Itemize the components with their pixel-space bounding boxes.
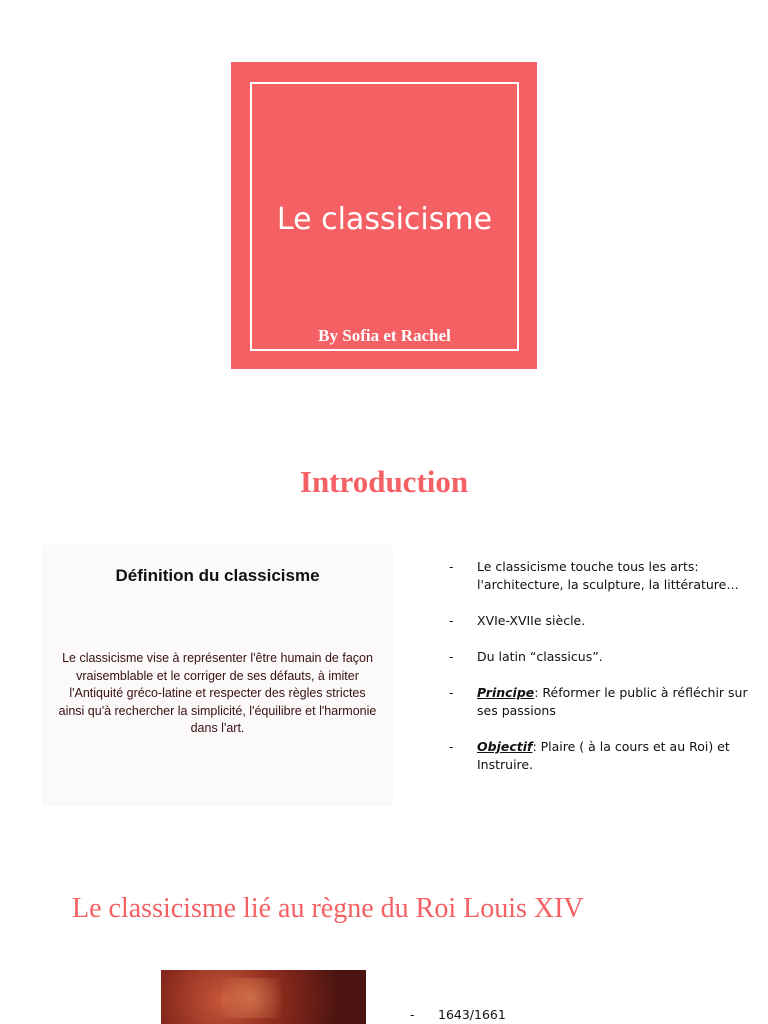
bullet-text: : Réformer le public à réfléchir sur ses passions <box>477 685 748 718</box>
bullet-text: 1643/1661 <box>438 1007 506 1022</box>
introduction-heading: Introduction <box>299 464 469 499</box>
definition-heading: Définition du classicisme <box>115 566 320 585</box>
bullet-text: Le classicisme touche tous les arts: l'architecture, la sculpture, la littérature… <box>477 559 739 592</box>
bullet-dash: - <box>410 1007 415 1022</box>
bullet-label: Principe <box>477 685 535 700</box>
louis-xiv-portrait <box>161 970 366 1024</box>
list-item <box>410 1006 506 1024</box>
introduction-bullet-list <box>449 558 759 792</box>
reign-bullet-list <box>410 1006 506 1024</box>
bullet-dash: - <box>449 559 454 574</box>
bullet-dash: - <box>449 685 454 700</box>
bullet-text: Du latin “classicus”. <box>477 649 603 664</box>
presentation-author: By Sofia et Rachel <box>318 326 451 345</box>
bullet-text: : Plaire ( à la cours et au Roi) et Instruire. <box>477 739 730 772</box>
bullet-dash: - <box>449 613 454 628</box>
bullet-label: Objectif <box>477 739 533 754</box>
definition-text: Le classicisme vise à représenter l'être humain de façon vraisemblable et le corriger de ses défauts, à imiter l'Antiquité gréco-latine et respecter des règles strictes ainsi qu'à rechercher la simplicité, l'équilibre et l'harmonie dans l'art. <box>58 651 377 735</box>
reign-heading: Le classicisme lié au règne du Roi Louis XIV <box>72 893 584 924</box>
list-item <box>449 738 759 774</box>
definition-card <box>42 545 393 806</box>
bullet-dash: - <box>449 739 454 754</box>
presentation-title: Le classicisme <box>276 202 493 237</box>
title-frame <box>250 82 519 351</box>
list-item <box>449 684 759 720</box>
list-item <box>449 612 759 630</box>
list-item <box>449 558 759 594</box>
list-item <box>449 648 759 666</box>
title-slide <box>231 62 537 369</box>
bullet-dash: - <box>449 649 454 664</box>
bullet-text: XVIe-XVIIe siècle. <box>477 613 586 628</box>
